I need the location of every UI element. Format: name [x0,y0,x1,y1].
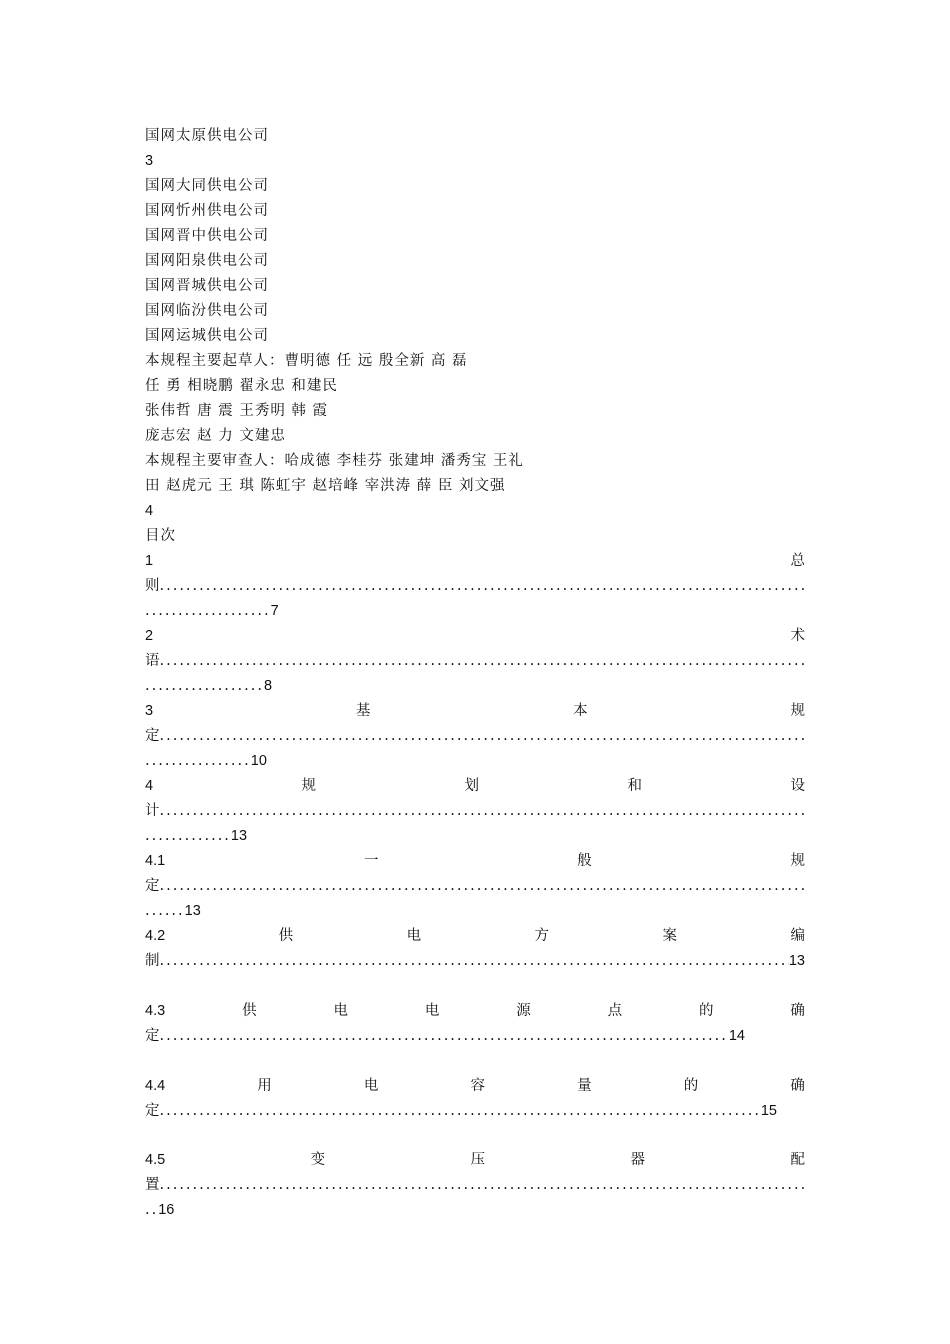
toc-entry-4-4[interactable] [145,1076,805,1096]
toc-title-char: 基 [355,703,371,719]
reviewers-line: 本规程主要审查人：哈成德 李桂芬 张建坤 潘秀宝 王礼 [145,453,524,469]
toc-title-char: 总 [790,553,805,569]
toc-page-number: 16 [158,1202,175,1218]
toc-title-char: 划 [464,778,480,794]
toc-entry-4-1[interactable] [145,851,805,871]
toc-title-char: 规 [790,703,805,719]
drafters-line: 本规程主要起草人：曹明德 任 远 殷全新 高 磊 [145,353,468,369]
toc-entry-2[interactable] [145,626,805,646]
toc-page-line: ..................8 [145,678,273,694]
toc-title-char: 变 [310,1152,326,1168]
toc-title: 目次 [145,528,176,544]
drafters-line: 张伟哲 唐 震 王秀明 韩 霞 [145,403,329,419]
toc-entry-4[interactable] [145,776,805,796]
toc-number: 4.3 [145,1003,166,1019]
toc-title-char: 供 [278,928,294,944]
toc-title-char: 计 [145,803,160,819]
org-name: 国网阳泉供电公司 [145,253,269,269]
toc-title-char: 定 [145,878,160,894]
toc-title-char: 电 [333,1003,348,1019]
toc-leader-line [145,1175,805,1195]
toc-title-char: 方 [534,928,550,944]
toc-leader-line [145,726,805,746]
toc-page-number: 10 [250,753,267,769]
toc-title-char: 制 [145,953,160,969]
toc-leader-line [145,801,805,821]
toc-leader-line [145,951,805,971]
toc-title-char: 定 [145,728,160,744]
toc-number: 4 [145,778,154,794]
org-name: 国网太原供电公司 [145,128,269,144]
toc-entry-4-5[interactable] [145,1150,805,1170]
page-marker: 4 [145,503,154,519]
toc-title-char: 般 [577,853,592,869]
toc-title-char: 和 [627,778,642,794]
toc-title-char: 的 [699,1003,714,1019]
toc-title-char: 确 [790,1078,805,1094]
toc-title-char: 定 [145,1028,160,1044]
toc-title-char: 器 [630,1152,646,1168]
org-name: 国网晋中供电公司 [145,228,269,244]
toc-page-number: 7 [270,603,279,619]
toc-title-char: 电 [406,928,422,944]
toc-title-char: 语 [145,653,160,669]
toc-title-char: 术 [790,628,805,644]
toc-leader-line [145,1026,745,1046]
toc-title-char: 本 [573,703,588,719]
toc-title-char: 电 [424,1003,440,1019]
reviewers-line: 田 赵虎元 王 琪 陈虹宇 赵培峰 宰洪涛 薛 臣 刘文强 [145,478,506,494]
org-name: 国网忻州供电公司 [145,203,269,219]
toc-number: 4.4 [145,1078,166,1094]
toc-title-char: 容 [470,1078,486,1094]
org-name: 国网大同供电公司 [145,178,269,194]
toc-title-char: 置 [145,1177,160,1193]
toc-leader-line [145,651,805,671]
toc-page-number: 8 [263,678,273,694]
toc-title-char: 点 [607,1003,623,1019]
toc-title-char: 的 [683,1078,699,1094]
toc-page-number: 15 [760,1103,777,1119]
org-name: 国网临汾供电公司 [145,303,269,319]
toc-title-char: 则 [145,578,160,594]
toc-entry-4-3[interactable] [145,1001,805,1021]
org-name: 国网晋城供电公司 [145,278,269,294]
drafters-line: 任 勇 相晓鹏 翟永忠 和建民 [145,378,338,394]
page-marker: 3 [145,153,154,169]
toc-page-number: 13 [184,903,201,919]
toc-title-char: 确 [790,1003,805,1019]
toc-title-char: 电 [363,1078,379,1094]
toc-number: 1 [145,553,154,569]
toc-number: 4.2 [145,928,166,944]
toc-title-char: 案 [662,928,677,944]
toc-leader-line [145,876,805,896]
toc-title-char: 编 [790,928,805,944]
toc-title-char: 规 [301,778,317,794]
toc-page-number: 13 [230,828,248,844]
toc-title-char: 一 [363,853,379,869]
toc-page-number: 13 [788,953,805,969]
toc-page-line: ...................7 [145,603,279,619]
toc-title-char: 设 [790,778,805,794]
org-name: 国网运城供电公司 [145,328,269,344]
toc-entry-1[interactable] [145,551,805,571]
toc-number: 2 [145,628,154,644]
toc-leader-line [145,576,805,596]
toc-title-char: 量 [577,1078,592,1094]
toc-number: 4.5 [145,1152,166,1168]
toc-title-char: 规 [790,853,805,869]
toc-entry-3[interactable] [145,701,805,721]
toc-leader-line [145,1101,777,1121]
toc-title-char: 用 [257,1078,272,1094]
toc-number: 3 [145,703,154,719]
toc-title-char: 供 [242,1003,257,1019]
toc-entry-4-2[interactable] [145,926,805,946]
toc-page-line: ..16 [145,1202,175,1218]
toc-page-number: 14 [728,1028,745,1044]
toc-page-line: ......13 [145,903,201,919]
toc-title-char: 压 [470,1152,486,1168]
toc-title-char: 定 [145,1103,160,1119]
toc-page-line: .............13 [145,828,248,844]
toc-title-char: 配 [790,1152,805,1168]
toc-title-char: 源 [516,1003,531,1019]
drafters-line: 庞志宏 赵 力 文建忠 [145,428,286,444]
toc-number: 4.1 [145,853,166,869]
toc-page-line: ................10 [145,753,267,769]
